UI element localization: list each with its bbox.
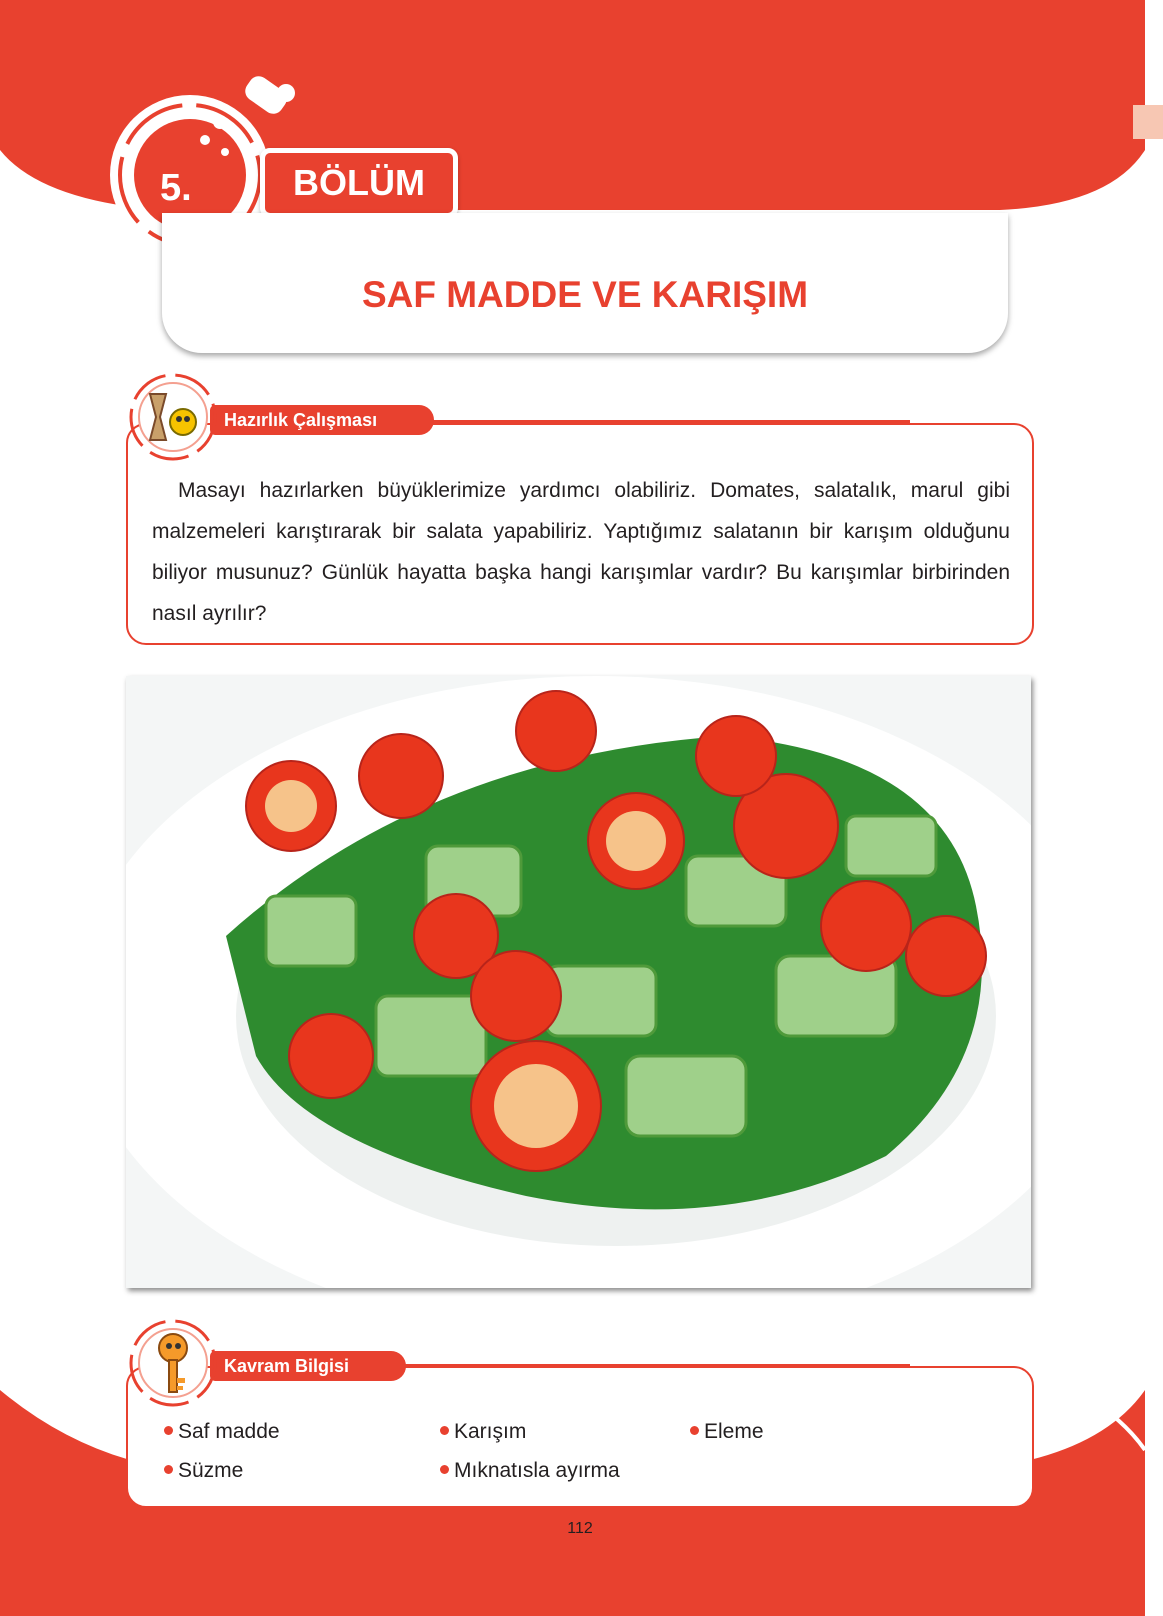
chapter-number: 5. bbox=[160, 167, 192, 209]
bullet-icon bbox=[690, 1426, 699, 1435]
key-mascot-icon bbox=[128, 1318, 218, 1408]
concept-item: Eleme bbox=[690, 1418, 764, 1446]
bullet-icon bbox=[440, 1426, 449, 1435]
concept-item: Mıknatısla ayırma bbox=[440, 1457, 620, 1485]
chapter-label: BÖLÜM bbox=[260, 148, 458, 218]
preparation-heading: Hazırlık Çalışması bbox=[210, 405, 434, 435]
bullet-icon bbox=[164, 1426, 173, 1435]
concept-item: Saf madde bbox=[164, 1418, 280, 1446]
concept-item: Süzme bbox=[164, 1457, 243, 1485]
preparation-underline bbox=[420, 420, 910, 424]
salad-illustration bbox=[126, 676, 1031, 1288]
preparation-paragraph: Masayı hazırlarken büyüklerimize yardımcı olabiliriz. Domates, salatalık, marul gibi malzemeleri karıştırarak bir salata yapabiliriz. Yaptığımız salatanın bir karışım olduğunu biliyor musunuz? Günlük hayatta başka hangi karışımlar vardır? Bu karışımlar birbirinden nasıl ayrılır? bbox=[152, 479, 1010, 625]
concepts-heading: Kavram Bilgisi bbox=[210, 1351, 406, 1381]
concepts-underline bbox=[392, 1364, 910, 1368]
hourglass-clock-icon bbox=[128, 372, 218, 462]
page-title: SAF MADDE VE KARIŞIM bbox=[361, 274, 809, 315]
side-tab bbox=[1133, 105, 1163, 139]
concept-item: Karışım bbox=[440, 1418, 526, 1446]
salad-photo bbox=[126, 676, 1031, 1288]
page-number: 112 bbox=[567, 1520, 593, 1537]
bullet-icon bbox=[440, 1465, 449, 1474]
preparation-text bbox=[152, 470, 1010, 634]
bullet-icon bbox=[164, 1465, 173, 1474]
